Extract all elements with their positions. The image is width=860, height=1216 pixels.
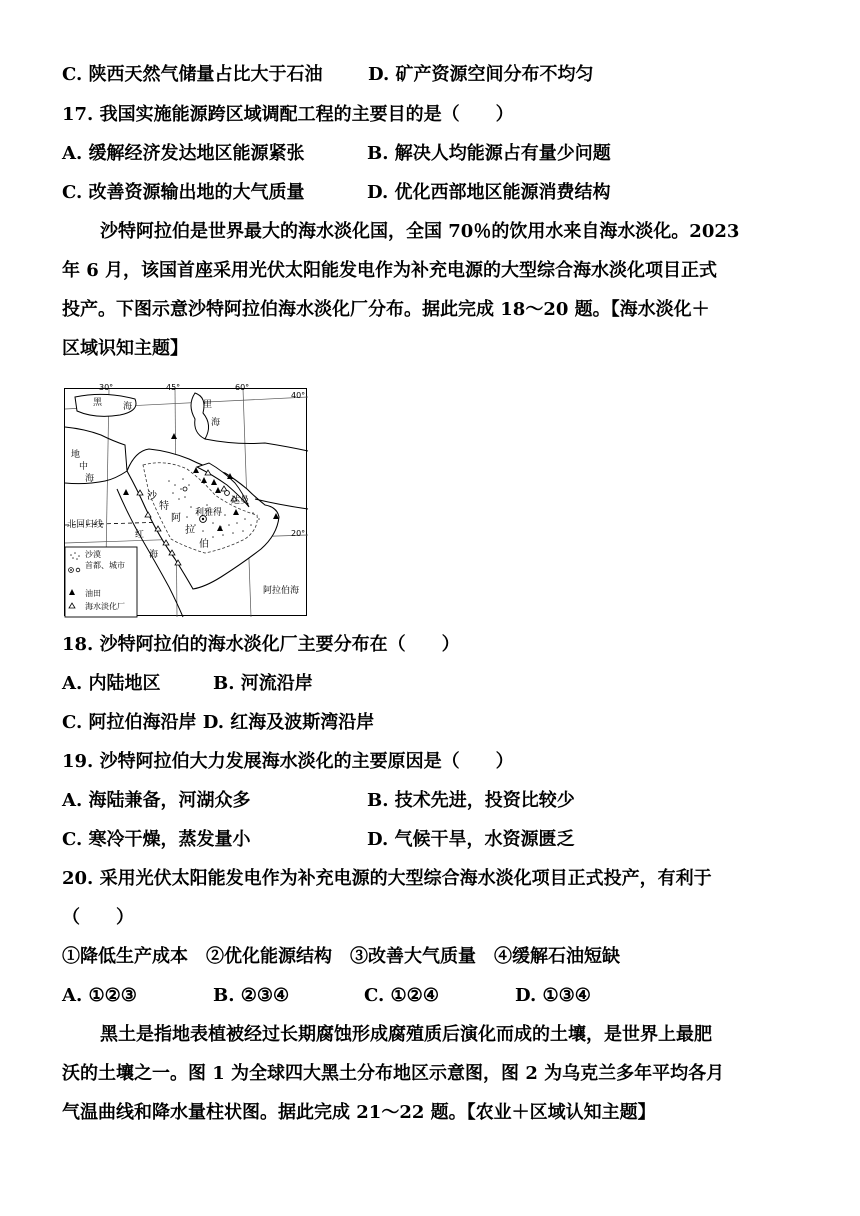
q17-option-a: A. 缓解经济发达地区能源紧张 bbox=[62, 143, 305, 164]
q17-option-b: B. 解决人均能源占有量少问题 bbox=[367, 143, 611, 164]
red-sea-label-1: 红 bbox=[135, 530, 145, 540]
legend-capital-label: 首都、城市 bbox=[85, 561, 125, 570]
city-marker bbox=[225, 491, 230, 496]
q19-option-d: D. 气候干旱，水资源匮乏 bbox=[367, 829, 575, 850]
q20-option-c: C. ①②④ bbox=[364, 985, 439, 1006]
legend-oilfield-label: 油田 bbox=[85, 589, 101, 598]
q19-option-c: C. 寒冷干燥，蒸发量小 bbox=[62, 829, 251, 850]
med-label-2: 中 bbox=[79, 462, 89, 472]
red-sea-label-2: 海 bbox=[149, 550, 159, 560]
legend-plant-label: 海水淡化厂 bbox=[85, 602, 125, 611]
capital-dot bbox=[202, 518, 204, 520]
q20-option-d: D. ①③④ bbox=[515, 985, 591, 1006]
q18-option-cd: C. 阿拉伯海沿岸 D. 红海及波斯湾沿岸 bbox=[62, 712, 375, 733]
q20-option-b: B. ②③④ bbox=[213, 985, 290, 1006]
q18-stem: 18. 沙特阿拉伯的海水淡化厂主要分布在（ ） bbox=[62, 634, 460, 655]
country-label-1: 沙 bbox=[147, 491, 157, 502]
passage2-line2: 沃的土壤之一。图 1 为全球四大黑土分布地区示意图，图 2 为乌克兰多年平均各月 bbox=[62, 1063, 725, 1084]
passage1-line4: 区域识知主题】 bbox=[62, 338, 188, 359]
black-sea-label-2: 海 bbox=[123, 402, 133, 412]
country-label-2: 特 bbox=[159, 501, 169, 512]
legend-capital-dot bbox=[70, 569, 72, 571]
q19-option-b: B. 技术先进，投资比较少 bbox=[367, 790, 575, 811]
capital-label: 利雅得 bbox=[195, 508, 223, 518]
q20-items: ①降低生产成本 ②优化能源结构 ③改善大气质量 ④缓解石油短缺 bbox=[62, 946, 620, 967]
med-label-3: 海 bbox=[85, 474, 95, 484]
lat-20-label: 20° bbox=[291, 529, 306, 538]
q18-option-a: A. 内陆地区 bbox=[62, 673, 161, 694]
country-label-5: 伯 bbox=[199, 539, 209, 550]
passage2-line3: 气温曲线和降水量柱状图。据此完成 21～22 题。【农业＋区域认知主题】 bbox=[62, 1102, 656, 1123]
city-marker-2 bbox=[183, 487, 187, 491]
legend-desert-label: 沙漠 bbox=[85, 550, 101, 559]
q19-stem: 19. 沙特阿拉伯大力发展海水淡化的主要原因是（ ） bbox=[62, 751, 514, 772]
q17-option-c: C. 改善资源输出地的大气质量 bbox=[62, 182, 305, 203]
med-label-1: 地 bbox=[71, 450, 81, 460]
q16-option-d: D. 矿产资源空间分布不均匀 bbox=[368, 64, 594, 85]
q18-option-b: B. 河流沿岸 bbox=[213, 673, 313, 694]
country-label-3: 阿 bbox=[171, 513, 181, 524]
lat-40-label: 40° bbox=[291, 391, 306, 400]
q16-option-c: C. 陕西天然气储量占比大于石油 bbox=[62, 64, 323, 85]
passage1-line3: 投产。下图示意沙特阿拉伯海水淡化厂分布。据此完成 18～20 题。【海水淡化＋ bbox=[62, 299, 710, 320]
legend-city-symbol bbox=[76, 568, 80, 572]
q17-option-d: D. 优化西部地区能源消费结构 bbox=[367, 182, 611, 203]
tropic-label: 北回归线 bbox=[67, 520, 104, 530]
q20-stem: 20. 采用光伏太阳能发电作为补充电源的大型综合海水淡化项目正式投产，有利于 bbox=[62, 868, 712, 889]
city-label: 达曼 bbox=[231, 496, 250, 506]
saudi-desalination-map bbox=[64, 383, 307, 616]
lon-45-label: 45° bbox=[166, 383, 181, 392]
q20-stem-paren: （ ） bbox=[62, 907, 134, 928]
lon-30-label: 30° bbox=[99, 383, 114, 392]
lon-60-label: 60° bbox=[235, 383, 250, 392]
caspian-label-2: 海 bbox=[211, 418, 221, 428]
passage1-line1: 沙特阿拉伯是世界最大的海水淡化国，全国 70％的饮用水来自海水淡化。2023 bbox=[100, 221, 740, 242]
country-label-4: 拉 bbox=[185, 525, 195, 536]
arabian-sea-label: 阿拉伯海 bbox=[263, 586, 300, 596]
passage1-line2: 年 6 月，该国首座采用光伏太阳能发电作为补充电源的大型综合海水淡化项目正式 bbox=[62, 260, 718, 281]
q20-option-a: A. ①②③ bbox=[62, 985, 137, 1006]
iran-border bbox=[205, 439, 308, 451]
black-sea-label-1: 黑 bbox=[93, 398, 103, 408]
caspian-label-1: 里 bbox=[203, 400, 213, 410]
q19-option-a: A. 海陆兼备，河湖众多 bbox=[62, 790, 251, 811]
passage2-line1: 黑土是指地表植被经过长期腐蚀形成腐殖质后演化而成的土壤，是世界上最肥 bbox=[100, 1024, 712, 1045]
q17-stem: 17. 我国实施能源跨区域调配工程的主要目的是（ ） bbox=[62, 104, 514, 125]
